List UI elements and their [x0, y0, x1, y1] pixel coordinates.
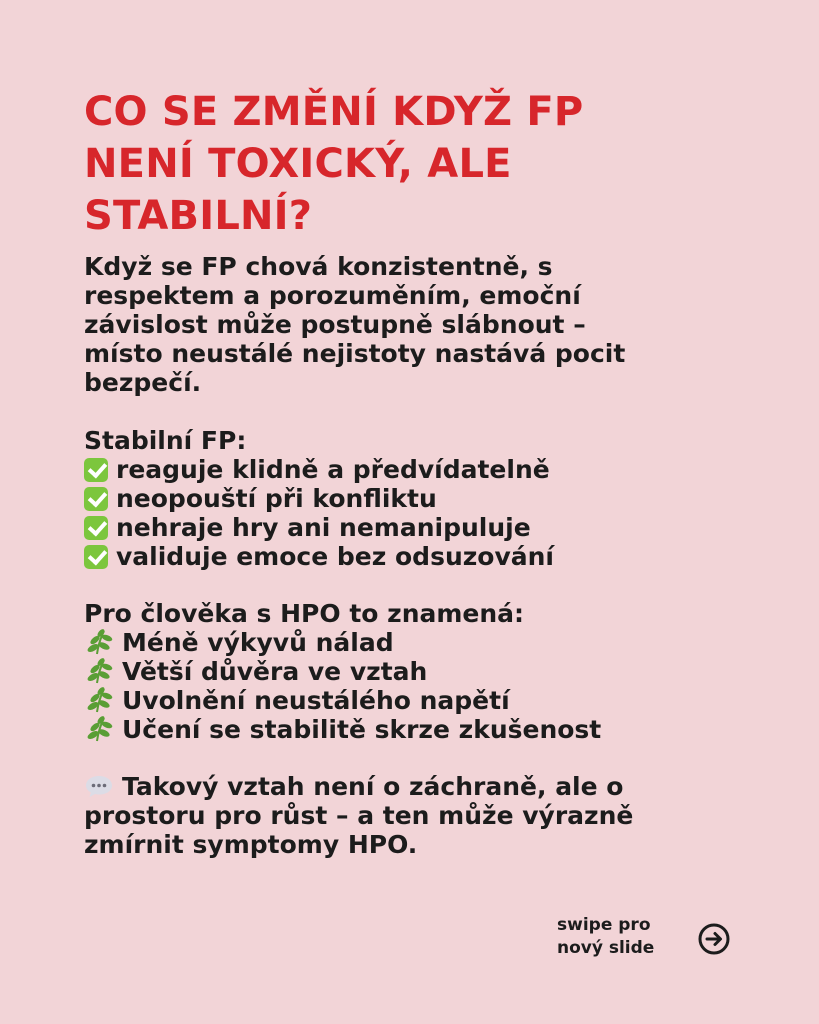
herb-icon: [84, 658, 114, 684]
speech-bubble-icon: [84, 773, 114, 799]
list-item-text: reaguje klidně a předvídatelně: [116, 455, 550, 484]
intro-line: místo neustálé nejistoty nastává pocit: [84, 339, 626, 368]
herb-icon: [84, 716, 114, 742]
closing-line: prostoru pro růst – a ten může výrazně: [84, 801, 634, 830]
slide-title: [84, 86, 744, 242]
list-item: [84, 686, 744, 715]
closing-line: [84, 772, 744, 801]
closing-text: Takový vztah není o záchraně, ale o: [122, 772, 624, 801]
section-heading: Stabilní FP:: [84, 426, 247, 455]
title-line: NENÍ TOXICKÝ, ALE: [84, 141, 512, 187]
intro-paragraph: [84, 252, 744, 397]
list-item-text: nehraje hry ani nemanipuluje: [116, 513, 531, 542]
check-mark-icon: [84, 516, 108, 540]
check-mark-icon: [84, 458, 108, 482]
list-item: [84, 484, 744, 513]
intro-line: bezpečí.: [84, 368, 202, 397]
swipe-line: nový slide: [557, 938, 655, 958]
closing-line: zmírnit symptomy HPO.: [84, 830, 418, 859]
herb-icon: [84, 629, 114, 655]
swipe-text: [557, 914, 654, 960]
title-line: STABILNÍ?: [84, 193, 313, 239]
list-item-text: neopouští při konfliktu: [116, 484, 437, 513]
swipe-hint[interactable]: [557, 914, 757, 970]
intro-line: závislost může postupně slábnout –: [84, 310, 586, 339]
list-item-text: Méně výkyvů nálad: [122, 628, 394, 657]
closing-paragraph: [84, 772, 744, 859]
arrow-right-circle-icon[interactable]: [698, 923, 730, 955]
list-item: [84, 715, 744, 744]
herb-icon: [84, 687, 114, 713]
list-item: [84, 657, 744, 686]
list-item-text: Větší důvěra ve vztah: [122, 657, 428, 686]
section-heading: Pro člověka s HPO to znamená:: [84, 599, 525, 628]
list-item-text: Učení se stabilitě skrze zkušenost: [122, 715, 602, 744]
check-mark-icon: [84, 545, 108, 569]
intro-line: respektem a porozuměním, emoční: [84, 281, 581, 310]
hpo-section: [84, 599, 744, 744]
list-item: [84, 455, 744, 484]
check-mark-icon: [84, 487, 108, 511]
list-item: [84, 513, 744, 542]
list-item-text: Uvolnění neustálého napětí: [122, 686, 510, 715]
list-item-text: validuje emoce bez odsuzování: [116, 542, 555, 571]
title-line: CO SE ZMĚNÍ KDYŽ FP: [84, 89, 584, 135]
intro-line: Když se FP chová konzistentně, s: [84, 252, 553, 281]
list-item: [84, 542, 744, 571]
list-item: [84, 628, 744, 657]
stable-fp-section: [84, 426, 744, 571]
swipe-line: swipe pro: [557, 915, 651, 935]
